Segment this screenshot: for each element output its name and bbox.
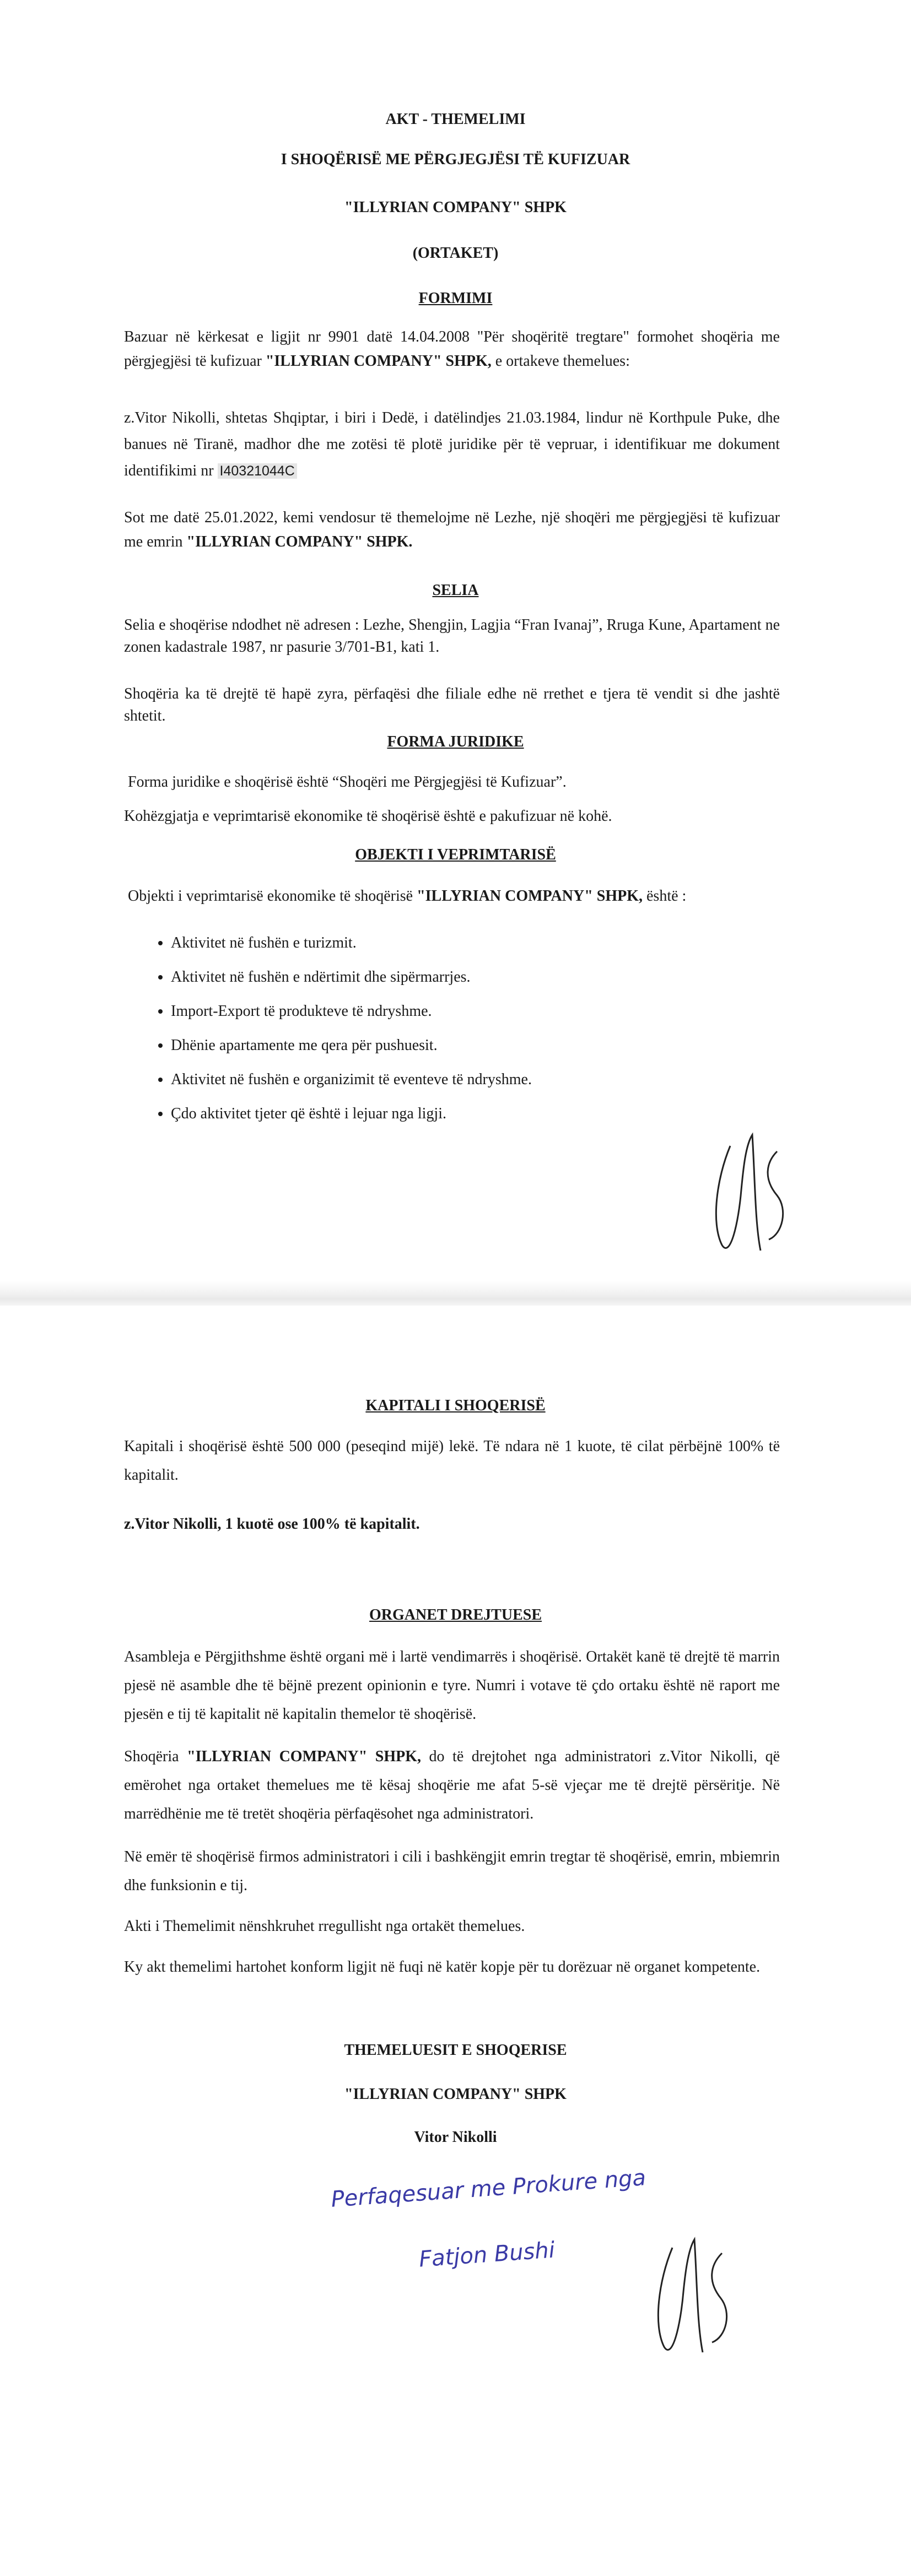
selia-paragraph-1: Selia e shoqërise ndodhet në adresen : Lezhe, Shengjin, Lagjia “Fran Ivanaj”, Rruga Kune, Apartament ne zonen kadastrale 1987, nr pasurie 3/701-B1, kati 1.: [124, 616, 780, 656]
act-subtitle: I SHOQËRISË ME PËRGJEGJËSI TË KUFIZUAR: [281, 151, 630, 168]
kapitali-heading: KAPITALI I SHOQERISË: [365, 1397, 546, 1414]
list-item: • Aktivitet në fushën e turizmit.: [171, 931, 532, 955]
id-number: I40321044C: [218, 463, 297, 479]
partners-title: (ORTAKET): [412, 245, 499, 262]
founder-name: Vitor Nikolli: [414, 2129, 497, 2146]
organet-heading: ORGANET DREJTUESE: [369, 1606, 542, 1623]
handwritten-note-line-1: Perfaqesuar me Prokure nga: [330, 2165, 647, 2212]
forma-paragraph-2: Kohëzgjatja e veprimtarisë ekonomike të shoqërisë është e pakufizuar në kohë.: [124, 808, 612, 825]
list-item: • Dhënie apartamente me qera për pushuesit.: [171, 1033, 532, 1057]
selia-paragraph-2: Shoqëria ka të drejtë të hapë zyra, përfaqësi dhe filiale edhe në rrethet e tjera të vendit si dhe jashtë shtetit.: [124, 685, 780, 724]
objekti-heading: OBJEKTI I VEPRIMTARISË: [355, 846, 556, 863]
list-item: • Aktivitet në fushën e organizimit të eventeve të ndryshme.: [171, 1068, 532, 1091]
activity-list: [149, 931, 532, 1136]
list-item: • Import-Export të produkteve të ndryshme.: [171, 999, 532, 1023]
act-title: AKT - THEMELIMI: [385, 111, 526, 128]
objekti-intro: Objekti i veprimtarisë ekonomike të shoqërisë "ILLYRIAN COMPANY" SHPK, është :: [128, 887, 687, 905]
document-page-2: [0, 1306, 911, 2576]
formimi-heading: FORMIMI: [418, 290, 493, 307]
kapitali-paragraph-2: z.Vitor Nikolli, 1 kuotë ose 100% të kapitalit.: [124, 1516, 420, 1533]
signature-icon: [700, 1113, 810, 1262]
organet-paragraph-5: Ky akt themelimi hartohet konform ligjit në fuqi në katër kopje për tu dorëzuar në organet kompetente.: [124, 1958, 761, 1976]
organet-paragraph-2: Shoqëria "ILLYRIAN COMPANY" SHPK, do të drejtohet nga administratori z.Vitor Nikolli, që emërohet nga ortaket themelues me të kësaj shoqërie me afat 5-së vjeçar me të drejtë përsëritje. Në marrëdhënie me të tretët shoqëria përfaqësohet nga administratori.: [124, 1748, 780, 1822]
formimi-paragraph-1: Bazuar në kërkesat e ligjit nr 9901 datë 14.04.2008 "Për shoqëritë tregtare" formohet shoqëria me përgjegjësi të kufizuar "ILLYRIAN COMPANY" SHPK, e ortakeve themelues:: [124, 328, 780, 370]
selia-heading: SELIA: [432, 582, 479, 599]
formimi-paragraph-2: z.Vitor Nikolli, shtetas Shqiptar, i biri i Dedë, i datëlindjes 21.03.1984, lindur në Korthpule Puke, dhe banues në Tiranë, madhor dhe me zotësi të plotë juridike për të vepruar, i identifikuar me dokument identifikimi nr I40321044C: [124, 409, 780, 479]
kapitali-paragraph-1: Kapitali i shoqërisë është 500 000 (peseqind mijë) lekë. Të ndara në 1 kuote, të cilat përbëjnë 100% të kapitalit.: [124, 1438, 780, 1484]
list-item: • Çdo aktivitet tjeter që është i lejuar nga ligji.: [171, 1102, 532, 1125]
founders-company: "ILLYRIAN COMPANY" SHPK: [344, 2086, 567, 2103]
forma-juridike-heading: FORMA JURIDIKE: [387, 733, 524, 750]
signature-icon: [639, 2220, 750, 2363]
handwritten-note-line-2: Fatjon Bushi: [418, 2237, 556, 2272]
company-title: "ILLYRIAN COMPANY" SHPK: [344, 199, 567, 216]
organet-paragraph-4: Akti i Themelimit nënshkruhet rregullisht nga ortakët themelues.: [124, 1918, 525, 1935]
organet-paragraph-3: Në emër të shoqërisë firmos administratori i cili i bashkëngjit emrin tregtar të shoqërisë, emrin, mbiemrin dhe funksionin e tij.: [124, 1848, 780, 1894]
formimi-paragraph-3: Sot me datë 25.01.2022, kemi vendosur të themelojme në Lezhe, një shoqëri me përgjegjësi të kufizuar me emrin "ILLYRIAN COMPANY" SHPK.: [124, 509, 780, 550]
organet-paragraph-1: Asambleja e Përgjithshme është organi më i lartë vendimarrës i shoqërisë. Ortakët kanë të drejtë të marrin pjesë në asamble dhe të bëjnë prezent opinionin e tyre. Numri i votave të çdo ortaku është në raport me pjesën e tij të kapitalit në kapitalin themelor të shoqërisë.: [124, 1648, 780, 1723]
forma-paragraph-1: Forma juridike e shoqërisë është “Shoqëri me Përgjegjësi të Kufizuar”.: [128, 773, 567, 791]
list-item: • Aktivitet në fushën e ndërtimit dhe sipërmarrjes.: [171, 965, 532, 989]
founders-heading: THEMELUESIT E SHOQERISE: [344, 2042, 567, 2059]
